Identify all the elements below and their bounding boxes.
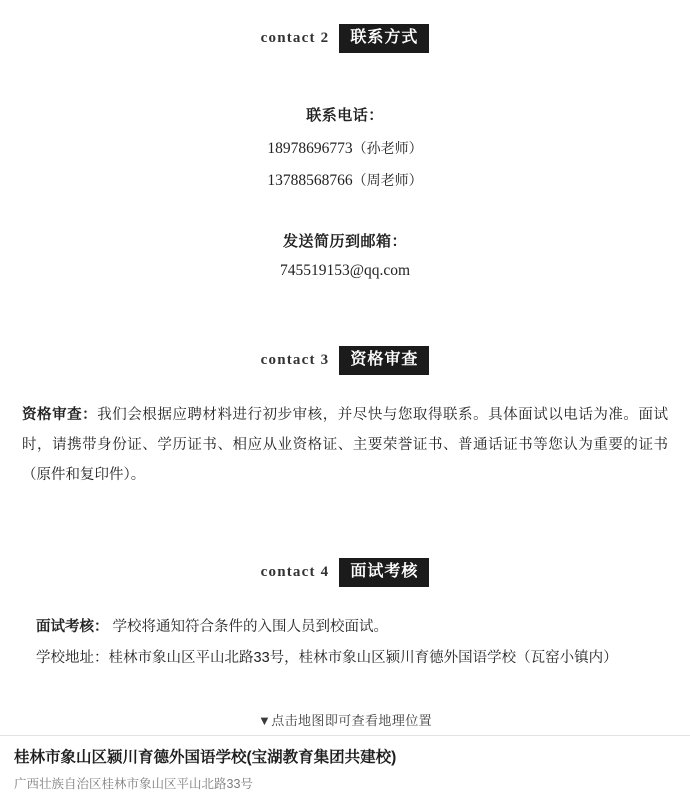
section-tag-label: 联系方式: [339, 24, 429, 53]
review-body: 我们会根据应聘材料进行初步审核，并尽快与您取得联系。具体面试以电话为准。面试时，请携带身份证、学历证书、相应从业资格证、主要荣誉证书、普通话证书等您认为重要的证书（原件和复印件）。: [22, 407, 669, 483]
map-hint[interactable]: [0, 710, 690, 729]
section-eng-label: contact 3: [260, 352, 330, 368]
phone-row-2: [0, 170, 690, 190]
section-eng-label: contact 2: [260, 30, 330, 46]
phone-number-1: 18978696773: [267, 140, 353, 157]
phone-title-text: 联系电话：: [306, 107, 384, 124]
school-address-line: [36, 643, 676, 673]
map-hint-text: ▼点击地图即可查看地理位置: [257, 713, 433, 728]
map-place-address: 广西壮族自治区桂林市象山区平山北路33号: [14, 777, 253, 791]
phone-title: [0, 104, 690, 125]
interview-paragraph: [36, 612, 666, 642]
section-heading-contact-4: [0, 558, 690, 587]
review-paragraph: [22, 400, 668, 490]
email-title-text: 发送简历到邮箱：: [282, 233, 407, 250]
interview-label: 面试考核：: [36, 619, 109, 635]
phone-person-1: （孙老师）: [352, 140, 423, 156]
interview-body: 学校将通知符合条件的入围人员到校面试。: [112, 619, 389, 635]
map-place-name: 桂林市象山区颍川育德外国语学校(宝湖教育集团共建校): [14, 749, 397, 766]
section-tag-label: 面试考核: [339, 558, 429, 587]
phone-person-2: （周老师）: [352, 172, 423, 188]
school-address-label: 学校地址：: [36, 650, 109, 666]
section-tag-label: 资格审查: [339, 346, 429, 375]
review-label: 资格审查：: [22, 407, 98, 423]
email-address[interactable]: [0, 262, 690, 280]
section-heading-contact-3: [0, 346, 690, 375]
map-location-card[interactable]: [0, 735, 690, 795]
phone-number-2: 13788568766: [267, 172, 353, 189]
section-eng-label: contact 4: [260, 564, 330, 580]
school-address-value: 桂林市象山区平山北路33号，桂林市象山区颍川育德外国语学校（瓦窑小镇内）: [108, 650, 618, 666]
email-title: [0, 230, 690, 251]
section-heading-contact-2: [0, 24, 690, 53]
phone-row-1: [0, 138, 690, 158]
email-address-text: 745519153@qq.com: [279, 262, 411, 279]
